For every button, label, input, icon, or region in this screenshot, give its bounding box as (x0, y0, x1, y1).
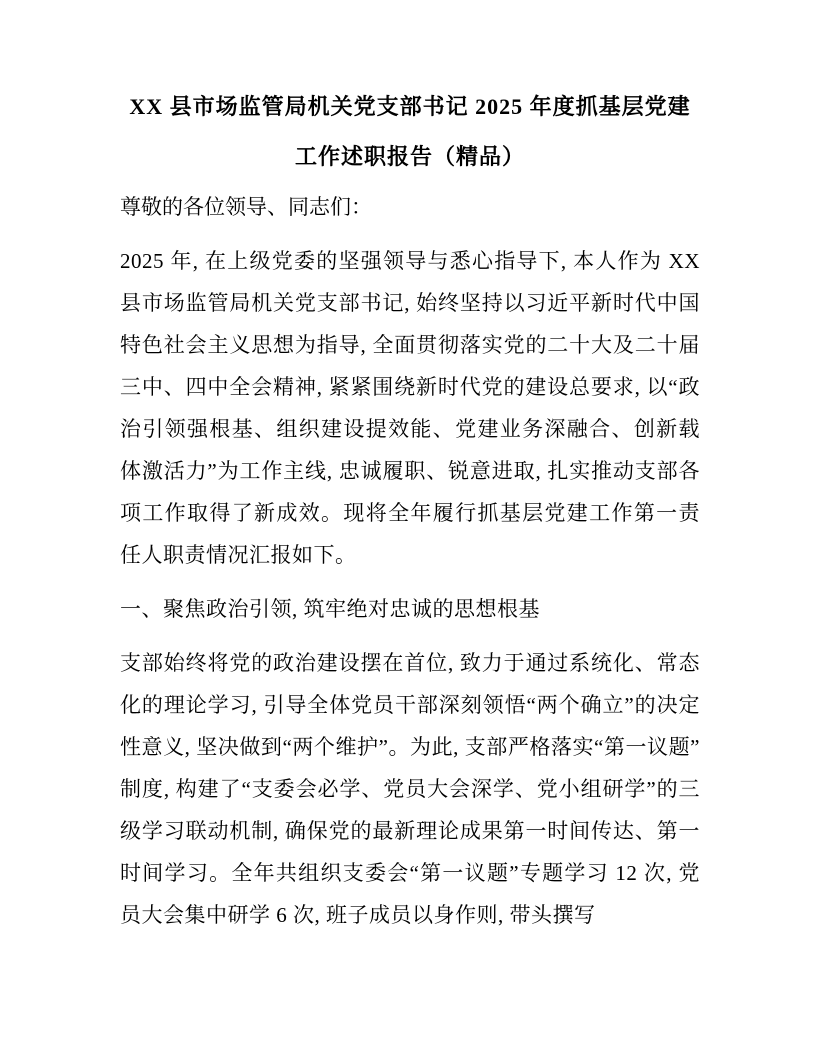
intro-paragraph: 2025 年, 在上级党委的坚强领导与悉心指导下, 本人作为 XX 县市场监管局机关党支部书记, 始终坚持以习近平新时代中国特色社会主义思想为指导, 全面贯彻落实党的二十大及二十届三中、四中全会精神, 紧紧围绕新时代党的建设总要求, 以“政治引领强根基、组织建设提效能、党建业务深融合、创新载体激活力”为工作主线, 忠诚履职、锐意进取, 扎实推动支部各项工作取得了新成效。现将全年履行抓基层党建工作第一责任人职责情况汇报如下。 (120, 249, 700, 567)
salutation-line: 尊敬的各位领导、同志们： (120, 195, 372, 219)
document-title: XX 县市场监管局机关党支部书记 2025 年度抓基层党建工作述职报告（精品） (129, 94, 691, 169)
section-1-paragraph: 支部始终将党的政治建设摆在首位, 致力于通过系统化、常态化的理论学习, 引导全体党员干部深刻领悟“两个确立”的决定性意义, 坚决做到“两个维护”。为此, 支部严格落实“第一议题”制度, 构建了“支委会必学、党员大会深学、党小组研学”的三级学习联动机制, 确保党的最新理论成果第一时间传达、第一时间学习。全年共组织支委会“第一议题”专题学习 12 次, 党员大会集中研学 6 次, 班子成员以身作则, 带头撰写 (120, 651, 700, 927)
section-1-heading: 一、聚焦政治引领, 筑牢绝对忠诚的思想根基 (120, 597, 540, 621)
